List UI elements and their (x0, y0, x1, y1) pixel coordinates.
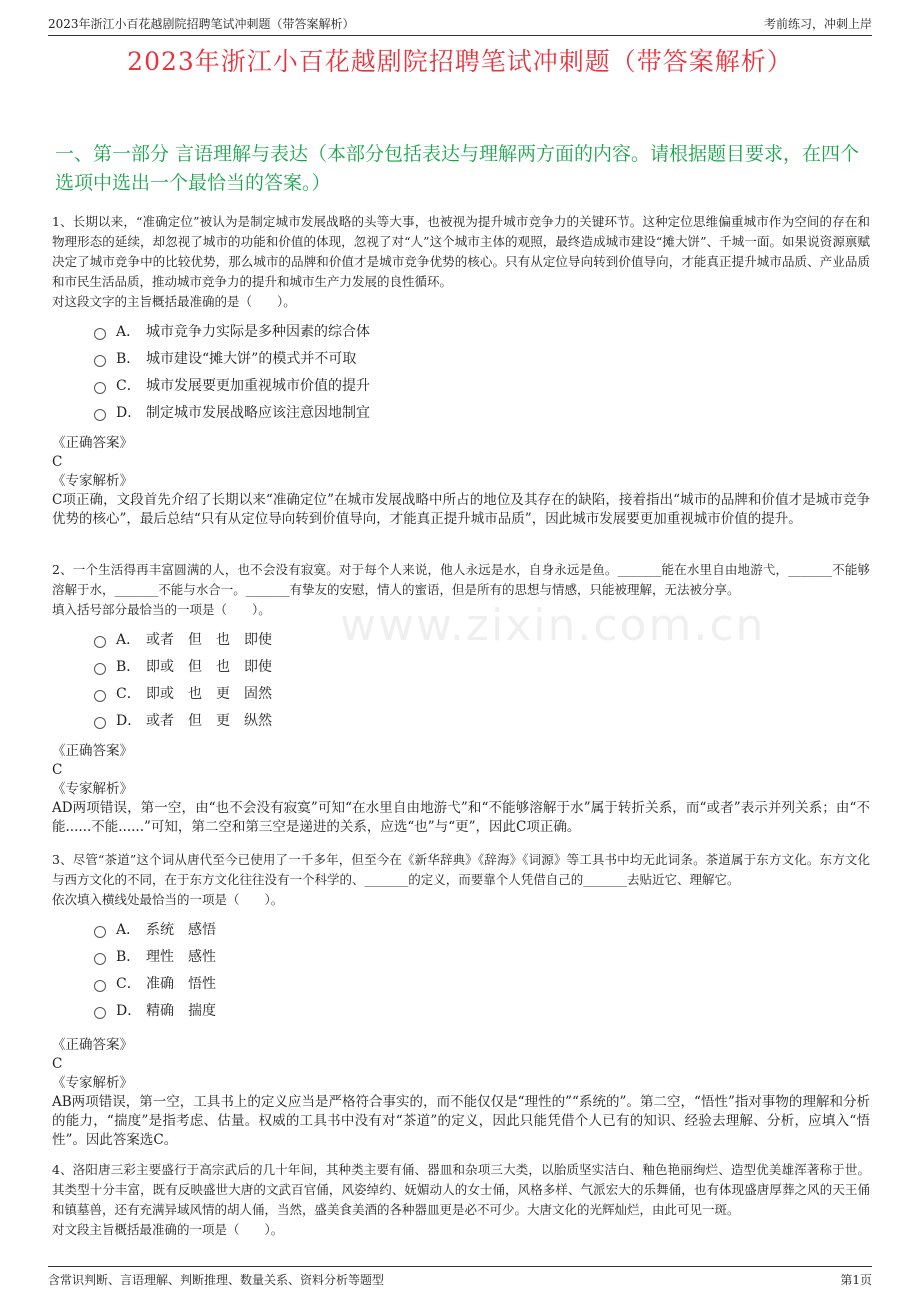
page-header (48, 10, 872, 36)
option-b[interactable]: B． 城市建设“摊大饼”的模式并不可取 (94, 345, 870, 372)
document-title: 2023年浙江小百花越剧院招聘笔试冲刺题（带答案解析） (127, 47, 793, 76)
watermark: www.zixin.com.cn (340, 600, 766, 651)
option-d[interactable]: D． 或者 但 更 纵然 (94, 707, 870, 734)
radio-icon[interactable] (94, 717, 106, 729)
radio-icon[interactable] (94, 636, 106, 648)
question-prompt: 对这段文字的主旨概括最准确的是（ ）。 (52, 294, 296, 309)
analysis-label: 《专家解析》 (52, 781, 133, 797)
answer-label: 《正确答案》 (52, 435, 133, 451)
header-slogan: 考前练习，冲刺上岸 (763, 17, 872, 31)
question-prompt: 填入括号部分最恰当的一项是（ ）。 (52, 602, 271, 617)
radio-icon[interactable] (94, 1007, 106, 1019)
question-1 (52, 212, 870, 426)
answer-value: C (52, 762, 63, 778)
analysis-label: 《专家解析》 (52, 473, 133, 489)
question-stem: 4、洛阳唐三彩主要盛行于高宗武后的几十年间，其种类主要有俑、器皿和杂项三大类，以胎质坚实洁白、釉色艳丽绚烂、造型优美雄浑著称于世。其类型十分丰富，既有反映盛世大唐的文武百官俑，风姿绰约、妩媚动人的女士俑，风格多样、气派宏大的乐舞俑，也有体现盛唐厚葬之风的天王俑和镇墓兽，还有充满异域风情的胡人俑，当然，盛美食美酒的各种器皿更是必不可少。大唐文化的光辉灿烂，由此可见一斑。 (52, 1162, 870, 1217)
radio-icon[interactable] (94, 953, 106, 965)
question-4 (52, 1160, 870, 1240)
header-doc-title: 2023年浙江小百花越剧院招聘笔试冲刺题（带答案解析） (48, 17, 355, 31)
question-2 (52, 560, 870, 734)
footer-topics: 含常识判断、言语理解、判断推理、数量关系、资料分析等题型 (48, 1273, 385, 1287)
answer-block-3 (52, 1036, 870, 1150)
option-c[interactable]: C． 即或 也 更 固然 (94, 680, 870, 707)
analysis-label: 《专家解析》 (52, 1075, 133, 1091)
page-number: 第1页 (840, 1273, 872, 1287)
question-3 (52, 850, 870, 1024)
analysis-text: AD两项错误，第一空，由“也不会没有寂寞”可知“在水里自由地游弋”和“不能够溶解于水”属于转折关系，而“或者”表示并列关系；由“不能......不能......”可知，第二空和第三空是递进的关系，应选“也”与“更”，因此C项正确。 (52, 800, 870, 835)
option-a[interactable]: A． 或者 但 也 即使 (94, 626, 870, 653)
options-list (94, 318, 870, 426)
option-d[interactable]: D． 精确 揣度 (94, 997, 870, 1024)
options-list (94, 916, 870, 1024)
option-b[interactable]: B． 理性 感性 (94, 943, 870, 970)
radio-icon[interactable] (94, 663, 106, 675)
question-stem: 2、一个生活得再丰富圆满的人，也不会没有寂寞。对于每个人来说，他人永远是水，自身永远是鱼。_______能在水里自由地游弋，_______不能够溶解于水，_______不能与水合一。_______有挚友的安慰，情人的蜜语，但是所有的思想与情感，只能被理解，无法被分享。 (52, 562, 870, 597)
question-stem: 3、尽管“茶道”这个词从唐代至今已使用了一千多年，但至今在《新华辞典》《辞海》《词源》等工具书中均无此词条。茶道属于东方文化。东方文化与西方文化的不同，在于东方文化往往没有一个科学的、_______的定义，而要靠个人凭借自己的_______去贴近它、理解它。 (52, 852, 870, 887)
question-stem: 1、长期以来，“准确定位”被认为是制定城市发展战略的头等大事，也被视为提升城市竞争力的关键环节。这种定位思维偏重城市作为空间的存在和物理形态的延续，却忽视了城市的功能和价值的体现，忽视了对“人”这个城市主体的观照，最终造成城市建设“摊大饼”、千城一面。如果说资源禀赋决定了城市竞争中的比较优势，那么城市的品牌和价值才是城市竞争优势的核心。只有从定位导向转到价值导向，才能真正提升城市品质、产业品质和市民生活品质，推动城市竞争力的提升和城市生产力发展的良性循环。 (52, 214, 870, 289)
answer-label: 《正确答案》 (52, 1037, 133, 1053)
option-c[interactable]: C． 准确 悟性 (94, 970, 870, 997)
answer-value: C (52, 1056, 63, 1072)
analysis-text: AB两项错误，第一空，工具书上的定义应当是严格符合事实的，而不能仅仅是“理性的”“系统的”。第二空，“悟性”指对事物的理解和分析的能力，“揣度”是指考虑、估量。权威的工具书中没有对“茶道”的定义，因此只能凭借个人已有的知识、经验去理解、分析，应填入“悟性”。因此答案选C。 (52, 1094, 870, 1148)
section-heading: 一、第一部分 言语理解与表达（本部分包括表达与理解两方面的内容。请根据题目要求，在四个选项中选出一个最恰当的答案。） (55, 143, 860, 194)
radio-icon[interactable] (94, 926, 106, 938)
radio-icon[interactable] (94, 409, 106, 421)
answer-value: C (52, 454, 63, 470)
answer-block-1 (52, 434, 870, 529)
option-c[interactable]: C． 城市发展要更加重视城市价值的提升 (94, 372, 870, 399)
answer-block-2 (52, 742, 870, 837)
radio-icon[interactable] (94, 382, 106, 394)
question-prompt: 依次填入横线处最恰当的一项是（ ）。 (52, 892, 284, 907)
radio-icon[interactable] (94, 980, 106, 992)
analysis-text: C项正确，文段首先介绍了长期以来“准确定位”在城市发展战略中所占的地位及其存在的缺陷，接着指出“城市的品牌和价值才是城市竞争优势的核心”，最后总结“只有从定位导向转到价值导向，才能真正提升城市品质”，因此城市发展要更加重视城市价值的提升。 (52, 492, 870, 527)
option-a[interactable]: A． 城市竞争力实际是多种因素的综合体 (94, 318, 870, 345)
radio-icon[interactable] (94, 355, 106, 367)
question-prompt: 对文段主旨概括最准确的一项是（ ）。 (52, 1222, 284, 1237)
option-b[interactable]: B． 即或 但 也 即使 (94, 653, 870, 680)
options-list (94, 626, 870, 734)
answer-label: 《正确答案》 (52, 743, 133, 759)
option-d[interactable]: D． 制定城市发展战略应该注意因地制宜 (94, 399, 870, 426)
radio-icon[interactable] (94, 328, 106, 340)
option-a[interactable]: A． 系统 感悟 (94, 916, 870, 943)
page-footer (48, 1266, 872, 1293)
radio-icon[interactable] (94, 690, 106, 702)
